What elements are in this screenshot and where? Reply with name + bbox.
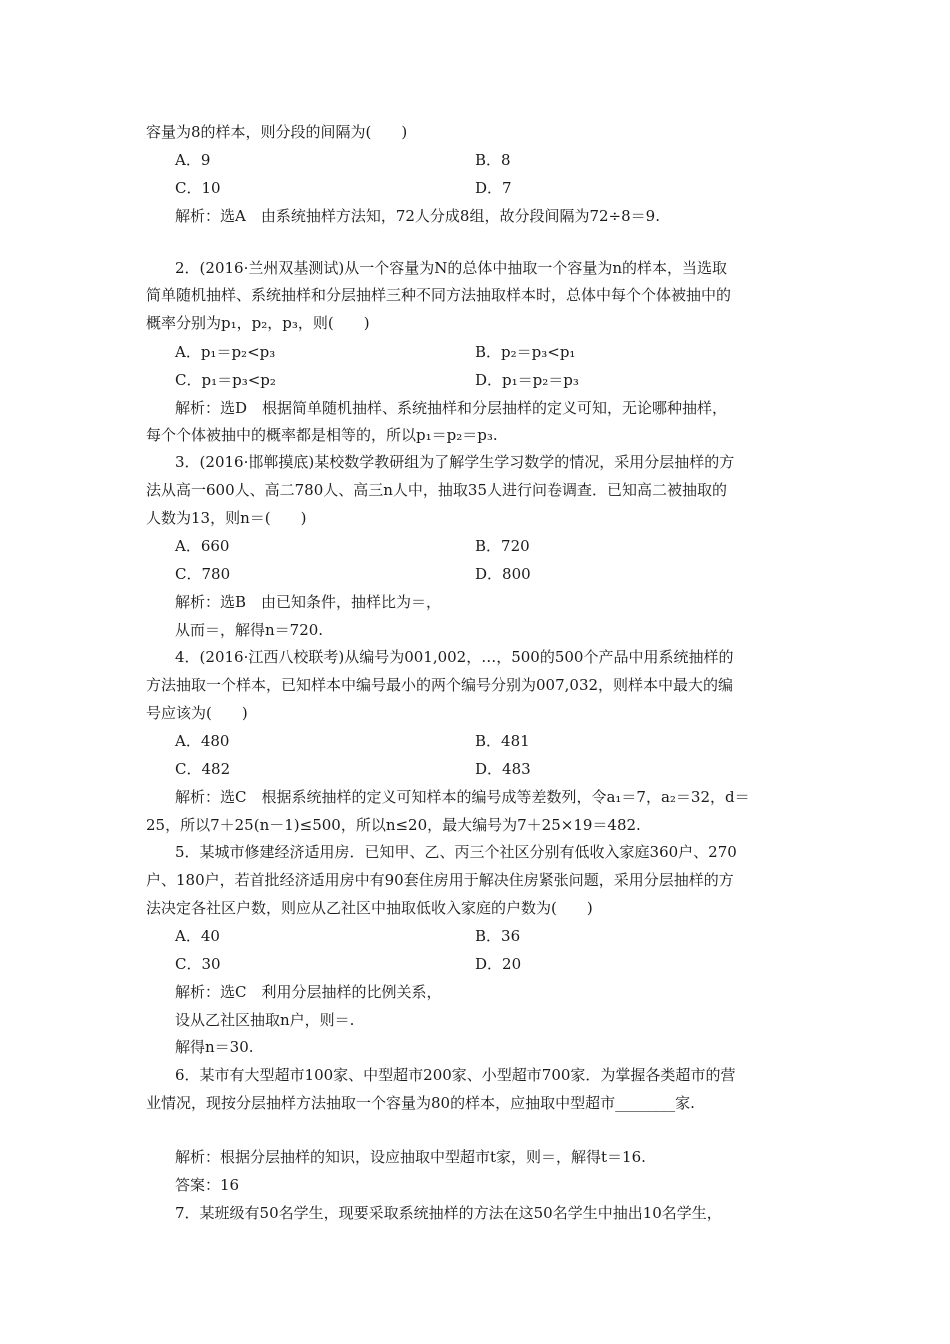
- q2-solution-line-1: 解析：选D 根据简单随机抽样、系统抽样和分层抽样的定义可知，无论哪种抽样，: [175, 399, 728, 417]
- q2-solution-line-2: 每个个体被抽中的概率都是相等的，所以p₁＝p₂＝p₃.: [146, 426, 498, 444]
- question-3-line-2: 法从高一600人、高二780人、高三n人中，抽取35人进行问卷调查．已知高二被抽取的: [146, 481, 728, 499]
- q5-option-c: C．30: [175, 955, 221, 973]
- q1-option-c: C．10: [175, 179, 221, 197]
- q3-option-a: A．660: [175, 537, 230, 555]
- q6-solution: 解析：根据分层抽样的知识，设应抽取中型超市t家，则＝，解得t＝16.: [175, 1148, 646, 1166]
- q5-solution-line-1: 解析：选C 利用分层抽样的比例关系，: [175, 983, 442, 1001]
- q3-option-b: B．720: [475, 537, 530, 555]
- question-4-line-1: 4．(2016·江西八校联考)从编号为001,002，…，500的500个产品中用系统抽样的: [175, 648, 734, 666]
- question-4-line-2: 方法抽取一个样本，已知样本中编号最小的两个编号分别为007,032，则样本中最大的编: [146, 676, 734, 694]
- q2-option-b: B．p₂＝p₃<p₁: [475, 343, 576, 361]
- q4-option-a: A．480: [175, 732, 230, 750]
- q6-answer: 答案：16: [175, 1176, 240, 1194]
- q3-option-d: D．800: [475, 565, 531, 583]
- q3-solution-line-1: 解析：选B 由已知条件，抽样比为＝，: [175, 593, 442, 611]
- q1-solution: 解析：选A 由系统抽样方法知，72人分成8组，故分段间隔为72÷8＝9.: [175, 207, 660, 225]
- q5-solution-line-2: 设从乙社区抽取n户，则＝.: [175, 1011, 355, 1029]
- question-1-stem-end: 容量为8的样本，则分段的间隔为( ): [146, 123, 408, 141]
- question-3-line-3: 人数为13，则n＝( ): [146, 509, 307, 527]
- question-6-line-2: 业情况，现按分层抽样方法抽取一个容量为80的样本，应抽取中型超市________家.: [146, 1094, 695, 1112]
- q2-option-c: C．p₁＝p₃<p₂: [175, 371, 276, 389]
- question-5-line-1: 5．某城市修建经济适用房．已知甲、乙、丙三个社区分别有低收入家庭360户、270: [175, 843, 737, 861]
- question-2-line-2: 简单随机抽样、系统抽样和分层抽样三种不同方法抽取样本时，总体中每个个体被抽中的: [146, 286, 732, 304]
- q3-solution-line-2: 从而＝，解得n＝720.: [175, 621, 324, 639]
- q1-option-d: D．7: [475, 179, 512, 197]
- question-5-line-3: 法决定各社区户数，则应从乙社区中抽取低收入家庭的户数为( ): [146, 899, 593, 917]
- question-5-line-2: 户、180户，若首批经济适用房中有90套住房用于解决住房紧张问题，采用分层抽样的方: [146, 871, 734, 889]
- q4-solution-line-2: 25，所以7＋25(n－1)≤500，所以n≤20，最大编号为7＋25×19＝482.: [146, 816, 641, 834]
- q4-option-b: B．481: [475, 732, 530, 750]
- q3-option-c: C．780: [175, 565, 231, 583]
- question-2-line-3: 概率分别为p₁，p₂，p₃，则( ): [146, 314, 370, 332]
- q4-solution-line-1: 解析：选C 根据系统抽样的定义可知样本的编号成等差数列，令a₁＝7，a₂＝32，d＝: [175, 788, 750, 806]
- q1-option-b: B．8: [475, 151, 511, 169]
- q5-solution-line-3: 解得n＝30.: [175, 1038, 254, 1056]
- question-3-line-1: 3．(2016·邯郸摸底)某校数学教研组为了解学生学习数学的情况，采用分层抽样的方: [175, 453, 735, 471]
- q4-option-c: C．482: [175, 760, 231, 778]
- q5-option-b: B．36: [475, 927, 521, 945]
- q5-option-d: D．20: [475, 955, 522, 973]
- q2-option-a: A．p₁＝p₂<p₃: [175, 343, 276, 361]
- question-6-line-1: 6．某市有大型超市100家、中型超市200家、小型超市700家．为掌握各类超市的营: [175, 1066, 736, 1084]
- q2-option-d: D．p₁＝p₂＝p₃: [475, 371, 579, 389]
- q1-option-a: A．9: [175, 151, 211, 169]
- question-7-line-1: 7．某班级有50名学生，现要采取系统抽样的方法在这50名学生中抽出10名学生，: [175, 1204, 722, 1222]
- q5-option-a: A．40: [175, 927, 220, 945]
- q4-option-d: D．483: [475, 760, 531, 778]
- question-4-line-3: 号应该为( ): [146, 704, 248, 722]
- question-2-line-1: 2．(2016·兰州双基测试)从一个容量为N的总体中抽取一个容量为n的样本，当选取: [175, 259, 727, 277]
